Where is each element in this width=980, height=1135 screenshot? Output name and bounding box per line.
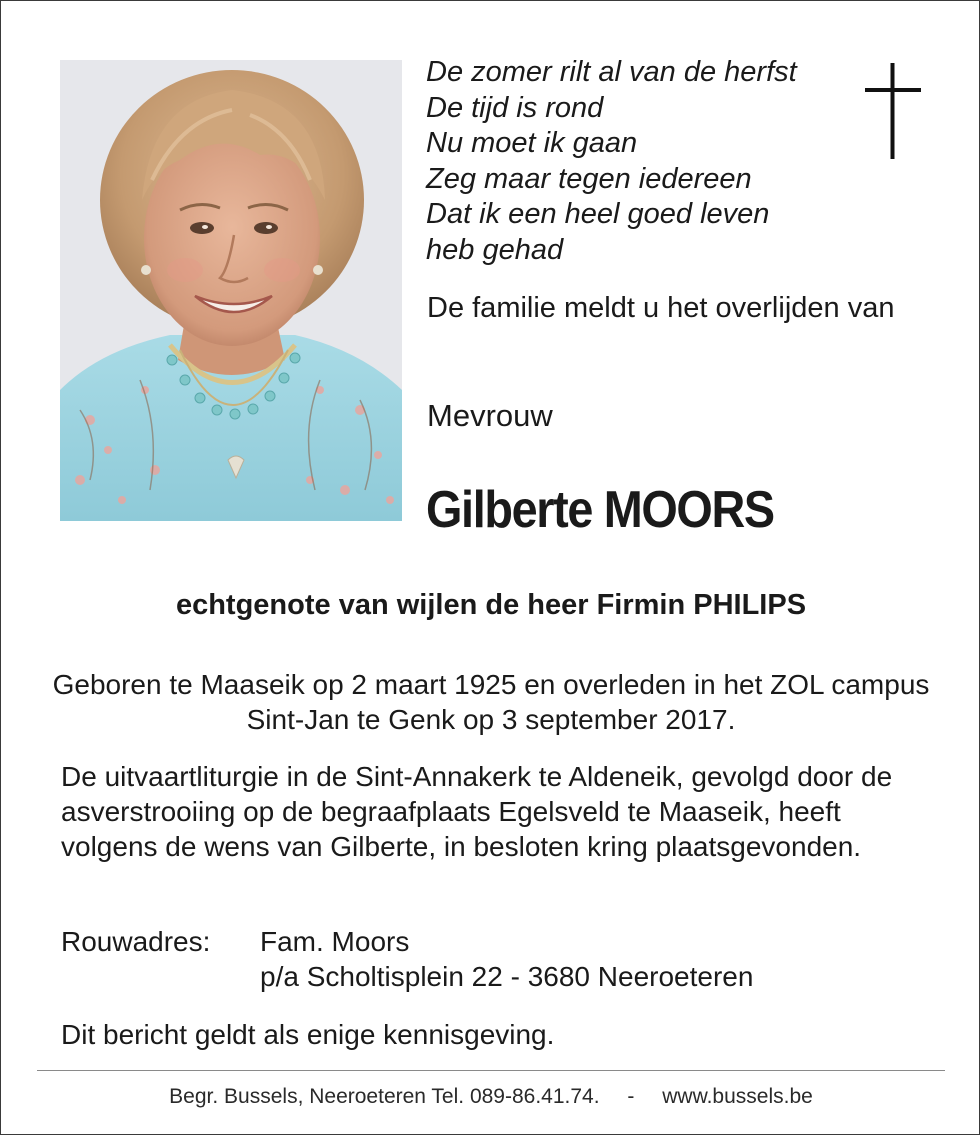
cross-icon: [863, 63, 923, 159]
address-line-2: p/a Scholtisplein 22 - 3680 Neeroeteren: [260, 961, 754, 992]
undertaker-info: Begr. Bussels, Neeroeteren Tel. 089-86.41.74.: [169, 1085, 600, 1108]
address-line-1: Fam. Moors: [260, 926, 410, 957]
poem-line: De zomer rilt al van de herfst: [426, 56, 797, 88]
poem-line: De tijd is rond: [426, 91, 604, 124]
portrait-photo: [60, 60, 402, 521]
poem-line: Nu moet ik gaan: [426, 127, 638, 159]
notice-line: Dit bericht geldt als enige kennisgeving.: [61, 1019, 555, 1050]
footer: [1, 1083, 980, 1111]
funeral-paragraph: De uitvaartliturgie in de Sint-Annakerk te Aldeneik, gevolgd door de asverstrooiing op de begraafplaats Egelsveld te Maaseik, heeft volgens de wens van Gilberte, in besloten kring plaatsgevonden.: [61, 761, 893, 862]
footer-divider: [37, 1070, 945, 1071]
address-label: Rouwadres:: [61, 926, 211, 957]
website-link[interactable]: www.bussels.be: [662, 1085, 813, 1108]
birth-death-paragraph: Geboren te Maaseik op 2 maart 1925 en overleden in het ZOL campus Sint-Jan te Genk op 3 september 2017.: [52, 669, 930, 735]
poem-line: Zeg maar tegen iedereen: [426, 162, 752, 195]
portrait-illustration: [60, 60, 402, 521]
poem: [426, 55, 797, 268]
poem-line: heb gehad: [426, 233, 564, 266]
footer-separator: -: [627, 1085, 635, 1108]
announcement-text: De familie meldt u het overlijden van: [427, 292, 895, 324]
deceased-name: Gilberte MOORS: [426, 481, 774, 539]
spouse-line: echtgenote van wijlen de heer Firmin PHILIPS: [175, 589, 807, 621]
honorific: Mevrouw: [427, 398, 553, 433]
poem-line: Dat ik een heel goed leven: [426, 198, 770, 230]
